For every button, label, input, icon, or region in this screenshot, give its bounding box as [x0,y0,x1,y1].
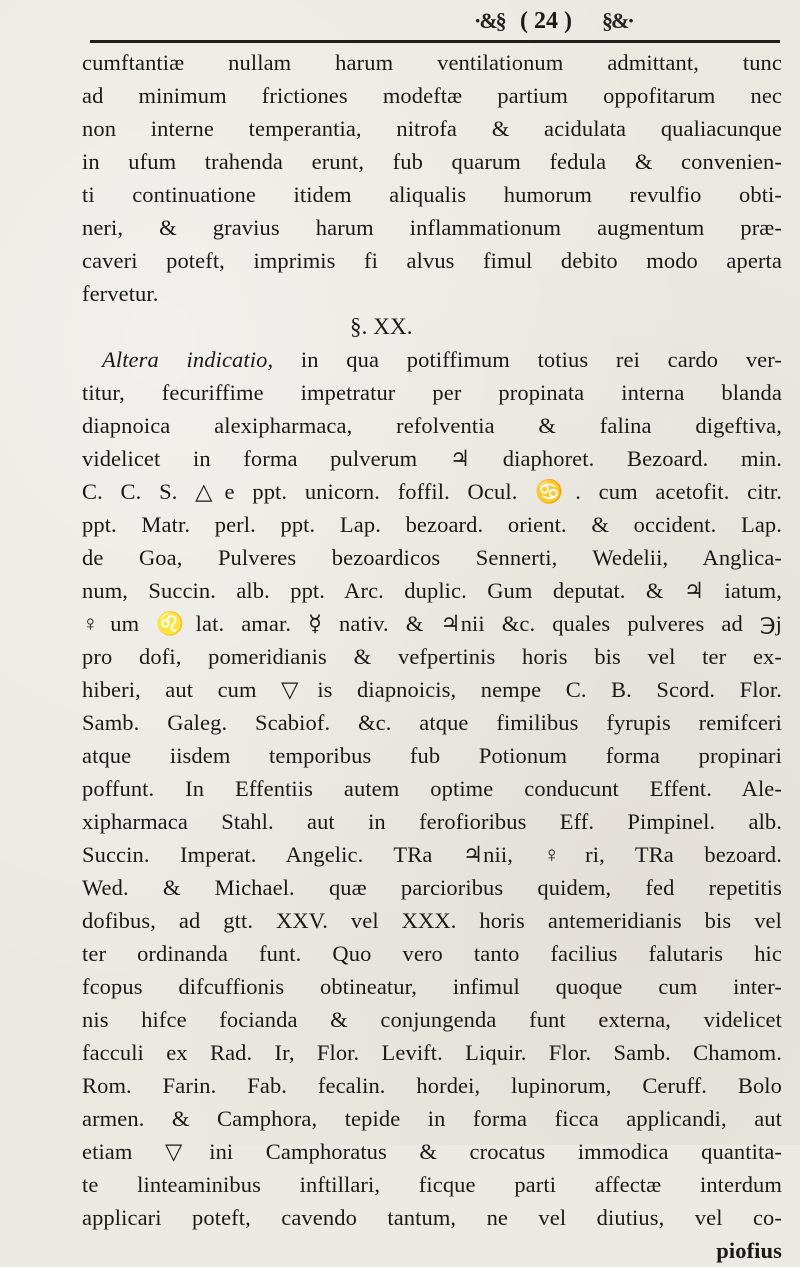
text-line: in ufum trahenda erunt, fub quarum fedula & convenien- [82,149,782,174]
text-line: etiam ▽ini Camphoratus & crocatus immodica quantita- [82,1139,782,1164]
text-line: Rom. Farin. Fab. fecalin. hordei, lupinorum, Ceruff. Bolo [82,1073,782,1098]
header-ornament-left: ·&§ [474,8,505,33]
text-line: C. C. S. △e ppt. unicorn. foffil. Ocul. ♋. cum acetofit. citr. [82,479,782,504]
text-line: applicari poteft, cavendo tantum, ne vel diutius, vel co- [82,1205,782,1230]
header-rule [90,40,780,43]
text-line: ♀um ♌lat. amar. ☿ nativ. & ♃nii &c. quales pulveres ad ℈j [82,611,782,636]
text-line: poffunt. In Effentiis autem optime conducunt Effent. Ale- [82,776,782,801]
text-line: num, Succin. alb. ppt. Arc. duplic. Gum deputat. & ♃ iatum, [82,578,782,603]
text-line: ter ordinanda funt. Quo vero tanto facilius falutaris hic [82,941,782,966]
text-line: pro dofi, pomeridianis & vefpertinis horis bis vel ter ex- [82,644,782,669]
text-line: diapnoica alexipharmaca, refolventia & falina digeftiva, [82,413,782,438]
body-text [82,46,782,1267]
text-line: videlicet in forma pulverum ♃ diaphoret. Bezoard. min. [82,446,782,471]
section-heading: §. XX. [350,314,413,339]
catchword: piofius [716,1238,782,1263]
text-line: neri, & gravius harum inflammationum augmentum præ- [82,215,782,240]
page-header [90,4,780,46]
text-line: te linteaminibus inftillari, ficque parti affectæ interdum [82,1172,782,1197]
text-line: caveri poteft, imprimis fi alvus fimul debito modo aperta [82,248,782,273]
text-line: non interne temperantia, nitrofa & acidulata qualiacunque [82,116,782,141]
text-line: facculi ex Rad. Ir, Flor. Levift. Liquir. Flor. Samb. Chamom. [82,1040,782,1065]
text-line: ppt. Matr. perl. ppt. Lap. bezoard. orient. & occident. Lap. [82,512,782,537]
italic-lead: Altera indicatio, [102,347,274,372]
text-line: Wed. & Michael. quæ parcioribus quidem, fed repetitis [82,875,782,900]
header-ornament-right: §&· [602,8,633,33]
text-line: ti continuatione itidem aliqualis humorum revulfio obti- [82,182,782,207]
text-line: Succin. Imperat. Angelic. TRa ♃nii, ♀ri, TRa bezoard. [82,842,782,867]
text-line: hiberi, aut cum ▽is diapnoicis, nempe C. B. Scord. Flor. [82,677,782,702]
text-line: Samb. Galeg. Scabiof. &c. atque fimilibus fyrupis remifceri [82,710,782,735]
text-line: ad minimum frictiones modeftæ partium oppofitarum nec [82,83,782,108]
text-line: de Goa, Pulveres bezoardicos Sennerti, Wedelii, Anglica- [82,545,782,570]
text-line: nis hifce focianda & conjungenda funt externa, videlicet [82,1007,782,1032]
text-line: titur, fecuriffime impetratur per propinata interna blanda [82,380,782,405]
text-line: Altera indicatio, in qua potiffimum totius rei cardo ver- [102,347,782,372]
text-line: fervetur. [82,281,159,306]
text-line: armen. & Camphora, tepide in forma ficca applicandi, aut [82,1106,782,1131]
page-number: ( 24 ) [520,8,572,34]
text-line: xipharmaca Stahl. aut in ferofioribus Eff. Pimpinel. alb. [82,809,782,834]
text-line: cumftantiæ nullam harum ventilationum admittant, tunc [82,50,782,75]
text-line: dofibus, ad gtt. XXV. vel XXX. horis antemeridianis bis vel [82,908,782,933]
text-line: fcopus difcuffionis obtineatur, infimul quoque cum inter- [82,974,782,999]
text-line: atque iisdem temporibus fub Potionum forma propinari [82,743,782,768]
